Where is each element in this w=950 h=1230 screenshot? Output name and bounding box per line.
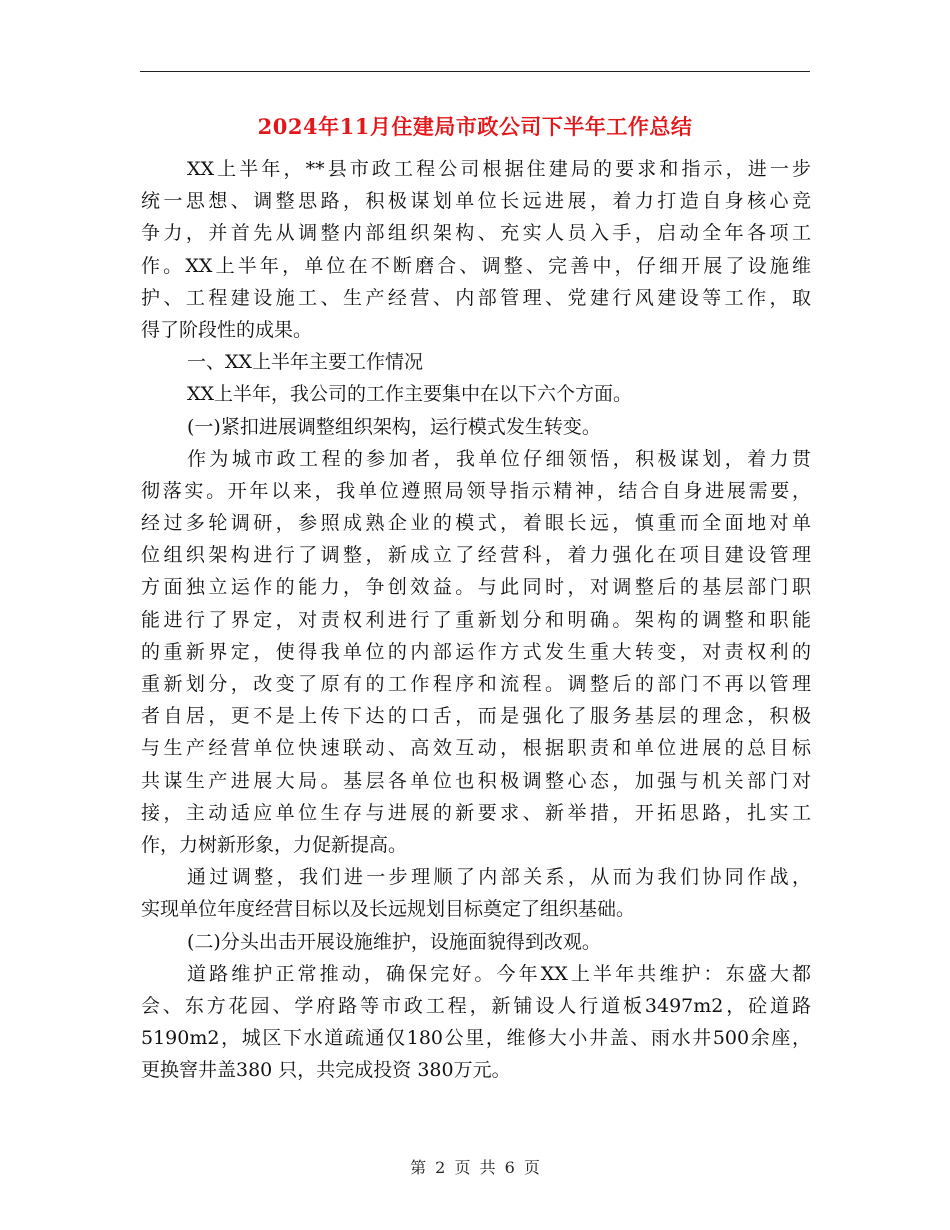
- body-line: 护、工程建设施工、生产经营、内部管理、党建行风建设等工作，取: [141, 286, 811, 309]
- body-line: 共谋生产进展大局。基层各单位也积极调整心态，加强与机关部门对: [141, 769, 811, 792]
- header-rule: [140, 71, 810, 72]
- body-line: 争力，并首先从调整内部组织架构、充实人员入手，启动全年各项工: [141, 222, 811, 245]
- body-line: 方面独立运作的能力，争创效益。与此同时，对调整后的基层部门职: [141, 576, 811, 599]
- body-line: 5190m2，城区下水道疏通仅180公里，维修大小井盖、雨水井500余座，: [141, 1027, 811, 1050]
- subsection-heading: (二)分头出击开展设施维护，设施面貌得到改观。: [187, 930, 601, 953]
- body-line: 实现单位年度经营目标以及长远规划目标奠定了组织基础。: [141, 898, 636, 921]
- body-line: 得了阶段性的成果。: [141, 318, 313, 341]
- body-line: 彻落实。开年以来，我单位遵照局领导指示精神，结合自身进展需要，: [141, 479, 811, 502]
- document-title: 2024年11月住建局市政公司下半年工作总结: [257, 114, 693, 139]
- body-line: 统一思想、调整思路，积极谋划单位长远进展，着力打造自身核心竞: [141, 190, 811, 213]
- body-line: 与生产经营单位快速联动、高效互动，根据职责和单位进展的总目标: [141, 737, 811, 760]
- body-line: 者自居，更不是上传下达的口舌，而是强化了服务基层的理念，积极: [141, 705, 811, 728]
- page-footer: 第 2 页 共 6 页: [410, 1158, 540, 1177]
- body-line: 道路维护正常推动，确保完好。今年XX上半年共维护：东盛大都: [187, 962, 811, 985]
- subsection-heading: (一)紧扣进展调整组织架构，运行模式发生转变。: [187, 415, 601, 438]
- body-line: 作，力树新形象，力促新提高。: [141, 833, 408, 856]
- section-heading: 一、XX上半年主要工作情况: [187, 351, 424, 374]
- body-line: 位组织架构进行了调整，新成立了经营科，着力强化在项目建设管理: [141, 544, 811, 567]
- body-line: 重新划分，改变了原有的工作程序和流程。调整后的部门不再以管理: [141, 673, 811, 695]
- body-line: 经过多轮调研，参照成熟企业的模式，着眼长远，慎重而全面地对单: [141, 512, 811, 535]
- body-line: 会、东方花园、学府路等市政工程，新铺设人行道板3497m2，砼道路: [141, 994, 811, 1017]
- body-line: 的重新界定，使得我单位的内部运作方式发生重大转变，对责权利的: [141, 640, 811, 663]
- body-line: 接，主动适应单位生存与进展的新要求、新举措，开拓思路，扎实工: [141, 801, 811, 824]
- body-line: 通过调整，我们进一步理顺了内部关系，从而为我们协同作战，: [187, 866, 811, 889]
- body-line: 作为城市政工程的参加者，我单位仔细领悟，积极谋划，着力贯: [187, 447, 811, 470]
- document-body: [141, 153, 811, 1086]
- body-line: XX上半年，我公司的工作主要集中在以下六个方面。: [187, 383, 633, 406]
- body-line: 作。XX上半年，单位在不断磨合、调整、完善中，仔细开展了设施维: [141, 254, 811, 277]
- body-line: 能进行了界定，对责权利进行了重新划分和明确。架构的调整和职能: [141, 608, 811, 631]
- body-line: XX上半年，**县市政工程公司根据住建局的要求和指示，进一步: [187, 158, 811, 180]
- body-line: 更换窨井盖380 只，共完成投资 380万元。: [141, 1059, 511, 1082]
